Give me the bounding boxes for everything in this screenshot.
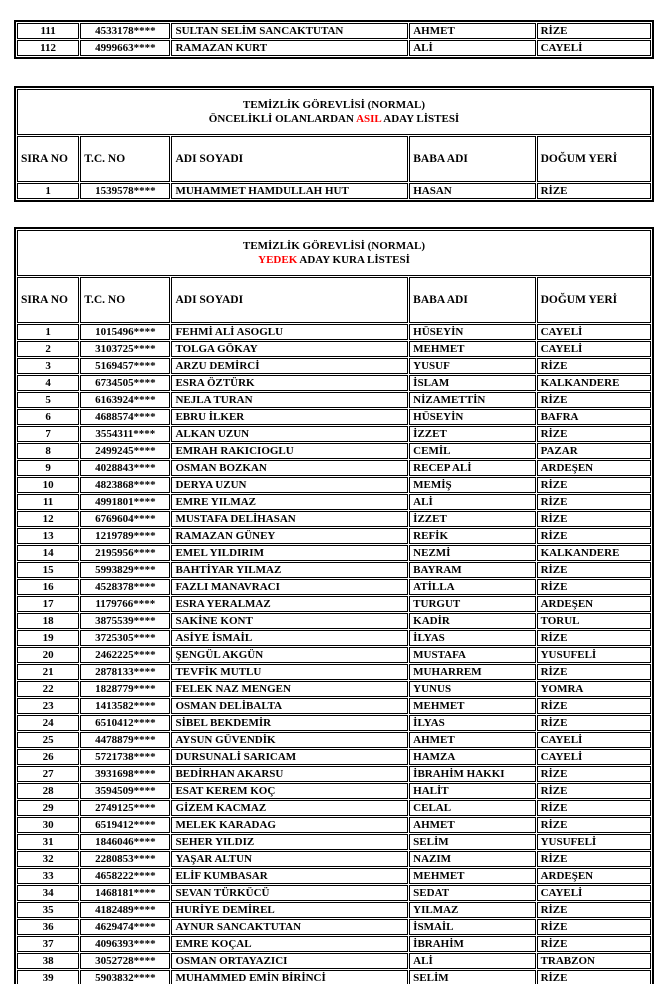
cell-tc-no: 1468181**** [80, 885, 170, 901]
cell-sira-no: 111 [17, 23, 79, 39]
cell-dogum-yeri: YOMRA [537, 681, 651, 697]
cell-dogum-yeri: YUSUFELİ [537, 647, 651, 663]
cell-sira-no: 33 [17, 868, 79, 884]
table-row [17, 579, 651, 595]
cell-adi-soyadi: DURSUNALİ SARICAM [171, 749, 408, 765]
cell-sira-no: 8 [17, 443, 79, 459]
cell-adi-soyadi: MUHAMMED EMİN BİRİNCİ [171, 970, 408, 984]
cell-sira-no: 1 [17, 324, 79, 340]
cell-adi-soyadi: ALKAN UZUN [171, 426, 408, 442]
cell-adi-soyadi: OSMAN DELİBALTA [171, 698, 408, 714]
cell-dogum-yeri: KALKANDERE [537, 375, 651, 391]
cell-baba-adi: HAMZA [409, 749, 535, 765]
cell-baba-adi: HÜSEYİN [409, 409, 535, 425]
cell-tc-no: 2749125**** [80, 800, 170, 816]
cell-baba-adi: MUHARREM [409, 664, 535, 680]
cell-adi-soyadi: EMRE KOÇAL [171, 936, 408, 952]
asil-title-suffix: ADAY LİSTESİ [381, 113, 460, 125]
cell-adi-soyadi: BEDİRHAN AKARSU [171, 766, 408, 782]
cell-baba-adi: ALİ [409, 494, 535, 510]
cell-adi-soyadi: EMEL YILDIRIM [171, 545, 408, 561]
cell-sira-no: 35 [17, 902, 79, 918]
cell-sira-no: 26 [17, 749, 79, 765]
cell-adi-soyadi: ESAT KEREM KOÇ [171, 783, 408, 799]
cell-dogum-yeri: CAYELİ [537, 885, 651, 901]
cell-tc-no: 4478879**** [80, 732, 170, 748]
table-row [17, 970, 651, 984]
table-row [17, 783, 651, 799]
table-row [17, 528, 651, 544]
cell-sira-no: 11 [17, 494, 79, 510]
table-row [17, 562, 651, 578]
cell-dogum-yeri: RİZE [537, 579, 651, 595]
yedek-list-table [14, 227, 654, 984]
header-sira-no: SIRA NO [17, 136, 79, 182]
yedek-table-title [17, 230, 651, 276]
table-row [17, 40, 651, 56]
cell-baba-adi: İLYAS [409, 630, 535, 646]
header-dogum-yeri: DOĞUM YERİ [537, 136, 651, 182]
table-row [17, 766, 651, 782]
header-adi-soyadi: ADI SOYADI [171, 277, 408, 323]
cell-dogum-yeri: BAFRA [537, 409, 651, 425]
cell-dogum-yeri: RİZE [537, 817, 651, 833]
cell-tc-no: 2499245**** [80, 443, 170, 459]
cell-adi-soyadi: TOLGA GÖKAY [171, 341, 408, 357]
cell-baba-adi: HASAN [409, 183, 535, 199]
cell-sira-no: 30 [17, 817, 79, 833]
cell-dogum-yeri: RİZE [537, 426, 651, 442]
cell-tc-no: 4688574**** [80, 409, 170, 425]
cell-sira-no: 39 [17, 970, 79, 984]
cell-tc-no: 6163924**** [80, 392, 170, 408]
cell-dogum-yeri: TORUL [537, 613, 651, 629]
cell-baba-adi: NEZMİ [409, 545, 535, 561]
cell-baba-adi: ALİ [409, 40, 535, 56]
asil-title-prefix: ÖNCELİKLİ OLANLARDAN [208, 113, 357, 125]
table-row [17, 358, 651, 374]
cell-sira-no: 4 [17, 375, 79, 391]
cell-dogum-yeri: RİZE [537, 698, 651, 714]
cell-tc-no: 3594509**** [80, 783, 170, 799]
cell-adi-soyadi: HURİYE DEMİREL [171, 902, 408, 918]
table-row [17, 749, 651, 765]
cell-baba-adi: HALİT [409, 783, 535, 799]
table-row [17, 834, 651, 850]
cell-baba-adi: RECEP ALİ [409, 460, 535, 476]
cell-baba-adi: NAZIM [409, 851, 535, 867]
cell-adi-soyadi: ESRA ÖZTÜRK [171, 375, 408, 391]
header-dogum-yeri: DOĞUM YERİ [537, 277, 651, 323]
cell-tc-no: 1828779**** [80, 681, 170, 697]
cell-adi-soyadi: EMRE YILMAZ [171, 494, 408, 510]
cell-sira-no: 6 [17, 409, 79, 425]
cell-dogum-yeri: RİZE [537, 562, 651, 578]
cell-dogum-yeri: RİZE [537, 715, 651, 731]
table-row [17, 494, 651, 510]
cell-tc-no: 6510412**** [80, 715, 170, 731]
yedek-title-line2 [21, 253, 647, 267]
cell-baba-adi: İBRAHİM HAKKI [409, 766, 535, 782]
cell-tc-no: 4533178**** [80, 23, 170, 39]
cell-tc-no: 4629474**** [80, 919, 170, 935]
cell-sira-no: 14 [17, 545, 79, 561]
cell-tc-no: 1015496**** [80, 324, 170, 340]
table-row [17, 851, 651, 867]
cell-sira-no: 19 [17, 630, 79, 646]
cell-baba-adi: İZZET [409, 511, 535, 527]
cell-adi-soyadi: FEHMİ ALİ ASOGLU [171, 324, 408, 340]
cell-dogum-yeri: CAYELİ [537, 324, 651, 340]
cell-dogum-yeri: CAYELİ [537, 732, 651, 748]
cell-sira-no: 28 [17, 783, 79, 799]
cell-dogum-yeri: RİZE [537, 783, 651, 799]
cell-baba-adi: İSMAİL [409, 919, 535, 935]
cell-tc-no: 4028843**** [80, 460, 170, 476]
cell-sira-no: 13 [17, 528, 79, 544]
cell-adi-soyadi: NEJLA TURAN [171, 392, 408, 408]
cell-sira-no: 10 [17, 477, 79, 493]
table-row [17, 392, 651, 408]
cell-baba-adi: MEHMET [409, 868, 535, 884]
cell-tc-no: 3931698**** [80, 766, 170, 782]
cell-adi-soyadi: ARZU DEMİRCİ [171, 358, 408, 374]
cell-dogum-yeri: YUSUFELİ [537, 834, 651, 850]
cell-tc-no: 3875539**** [80, 613, 170, 629]
cell-tc-no: 1179766**** [80, 596, 170, 612]
cell-dogum-yeri: RİZE [537, 494, 651, 510]
cell-baba-adi: İZZET [409, 426, 535, 442]
table-row [17, 885, 651, 901]
cell-dogum-yeri: RİZE [537, 664, 651, 680]
cell-sira-no: 36 [17, 919, 79, 935]
cell-baba-adi: NİZAMETTİN [409, 392, 535, 408]
cell-tc-no: 3554311**** [80, 426, 170, 442]
cell-baba-adi: HÜSEYİN [409, 324, 535, 340]
cell-adi-soyadi: RAMAZAN GÜNEY [171, 528, 408, 544]
cell-adi-soyadi: ASİYE İSMAİL [171, 630, 408, 646]
cell-dogum-yeri: RİZE [537, 766, 651, 782]
yedek-title-red-word: YEDEK [258, 254, 298, 266]
cell-tc-no: 5721738**** [80, 749, 170, 765]
cell-sira-no: 2 [17, 341, 79, 357]
cell-baba-adi: BAYRAM [409, 562, 535, 578]
table-row [17, 511, 651, 527]
cell-dogum-yeri: ARDEŞEN [537, 596, 651, 612]
cell-baba-adi: İLYAS [409, 715, 535, 731]
cell-adi-soyadi: TEVFİK MUTLU [171, 664, 408, 680]
cell-baba-adi: SELİM [409, 970, 535, 984]
cell-adi-soyadi: EMRAH RAKICIOGLU [171, 443, 408, 459]
cell-dogum-yeri: RİZE [537, 851, 651, 867]
cell-sira-no: 29 [17, 800, 79, 816]
cell-adi-soyadi: SEVAN TÜRKÜCÜ [171, 885, 408, 901]
table-row [17, 443, 651, 459]
cell-baba-adi: MEMİŞ [409, 477, 535, 493]
cell-baba-adi: REFİK [409, 528, 535, 544]
cell-dogum-yeri: TRABZON [537, 953, 651, 969]
cell-sira-no: 23 [17, 698, 79, 714]
cell-adi-soyadi: YAŞAR ALTUN [171, 851, 408, 867]
cell-dogum-yeri: RİZE [537, 919, 651, 935]
cell-adi-soyadi: ESRA YERALMAZ [171, 596, 408, 612]
table-row [17, 902, 651, 918]
cell-tc-no: 3725305**** [80, 630, 170, 646]
asil-title-red-word: ASIL [356, 113, 382, 125]
cell-adi-soyadi: DERYA UZUN [171, 477, 408, 493]
cell-adi-soyadi: SAKİNE KONT [171, 613, 408, 629]
table-row [17, 613, 651, 629]
table-row [17, 715, 651, 731]
header-baba-adi: BABA ADI [409, 136, 535, 182]
cell-tc-no: 4182489**** [80, 902, 170, 918]
table-row [17, 664, 651, 680]
cell-tc-no: 2280853**** [80, 851, 170, 867]
table-row [17, 630, 651, 646]
cell-baba-adi: İSLAM [409, 375, 535, 391]
cell-sira-no: 17 [17, 596, 79, 612]
table-row [17, 477, 651, 493]
cell-adi-soyadi: FAZLI MANAVRACI [171, 579, 408, 595]
cell-sira-no: 22 [17, 681, 79, 697]
cell-tc-no: 2878133**** [80, 664, 170, 680]
table-row [17, 409, 651, 425]
cell-adi-soyadi: AYSUN GÜVENDİK [171, 732, 408, 748]
table-row [17, 545, 651, 561]
cell-dogum-yeri: RİZE [537, 23, 651, 39]
cell-sira-no: 7 [17, 426, 79, 442]
cell-baba-adi: YUSUF [409, 358, 535, 374]
yedek-table-clip-region [14, 227, 670, 984]
table-row [17, 460, 651, 476]
cell-adi-soyadi: OSMAN BOZKAN [171, 460, 408, 476]
cell-adi-soyadi: RAMAZAN KURT [171, 40, 408, 56]
cell-baba-adi: İBRAHİM [409, 936, 535, 952]
cell-sira-no: 15 [17, 562, 79, 578]
cell-adi-soyadi: MUSTAFA DELİHASAN [171, 511, 408, 527]
cell-dogum-yeri: RİZE [537, 800, 651, 816]
cell-tc-no: 4999663**** [80, 40, 170, 56]
cell-baba-adi: SEDAT [409, 885, 535, 901]
cell-adi-soyadi: ŞENGÜL AKGÜN [171, 647, 408, 663]
cell-adi-soyadi: OSMAN ORTAYAZICI [171, 953, 408, 969]
cell-baba-adi: TURGUT [409, 596, 535, 612]
table-row [17, 953, 651, 969]
cell-sira-no: 3 [17, 358, 79, 374]
cell-dogum-yeri: RİZE [537, 392, 651, 408]
cell-dogum-yeri: RİZE [537, 902, 651, 918]
cell-adi-soyadi: BAHTİYAR YILMAZ [171, 562, 408, 578]
header-sira-no: SIRA NO [17, 277, 79, 323]
cell-sira-no: 25 [17, 732, 79, 748]
asil-list-table [14, 86, 654, 202]
cell-baba-adi: KADİR [409, 613, 535, 629]
header-baba-adi: BABA ADI [409, 277, 535, 323]
cell-dogum-yeri: RİZE [537, 970, 651, 984]
cell-sira-no: 38 [17, 953, 79, 969]
cell-tc-no: 3103725**** [80, 341, 170, 357]
cell-baba-adi: CELAL [409, 800, 535, 816]
cell-dogum-yeri: CAYELİ [537, 341, 651, 357]
cell-tc-no: 3052728**** [80, 953, 170, 969]
cell-sira-no: 31 [17, 834, 79, 850]
cell-tc-no: 1846046**** [80, 834, 170, 850]
cell-sira-no: 1 [17, 183, 79, 199]
cell-baba-adi: ATİLLA [409, 579, 535, 595]
cell-tc-no: 6519412**** [80, 817, 170, 833]
table-row [17, 817, 651, 833]
header-tc-no: T.C. NO [80, 136, 170, 182]
table-row [17, 23, 651, 39]
cell-tc-no: 4096393**** [80, 936, 170, 952]
cell-dogum-yeri: CAYELİ [537, 40, 651, 56]
cell-sira-no: 21 [17, 664, 79, 680]
cell-dogum-yeri: RİZE [537, 528, 651, 544]
cell-sira-no: 37 [17, 936, 79, 952]
yedek-title-line1: TEMİZLİK GÖREVLİSİ (NORMAL) [242, 240, 426, 252]
table-row [17, 868, 651, 884]
cell-tc-no: 4528378**** [80, 579, 170, 595]
cell-dogum-yeri: ARDEŞEN [537, 460, 651, 476]
cell-dogum-yeri: PAZAR [537, 443, 651, 459]
header-tc-no: T.C. NO [80, 277, 170, 323]
cell-adi-soyadi: SİBEL BEKDEMİR [171, 715, 408, 731]
cell-baba-adi: AHMET [409, 817, 535, 833]
table-row [17, 324, 651, 340]
cell-dogum-yeri: RİZE [537, 477, 651, 493]
cell-adi-soyadi: FELEK NAZ MENGEN [171, 681, 408, 697]
cell-tc-no: 2195956**** [80, 545, 170, 561]
table-row [17, 698, 651, 714]
table-row [17, 647, 651, 663]
cell-baba-adi: MEHMET [409, 341, 535, 357]
cell-tc-no: 4823868**** [80, 477, 170, 493]
cell-baba-adi: YUNUS [409, 681, 535, 697]
cell-dogum-yeri: RİZE [537, 183, 651, 199]
cell-adi-soyadi: SULTAN SELİM SANCAKTUTAN [171, 23, 408, 39]
cell-tc-no: 4658222**** [80, 868, 170, 884]
cell-sira-no: 12 [17, 511, 79, 527]
table-row [17, 732, 651, 748]
asil-title-line1: TEMİZLİK GÖREVLİSİ (NORMAL) [242, 99, 426, 111]
header-adi-soyadi: ADI SOYADI [171, 136, 408, 182]
cell-tc-no: 6769604**** [80, 511, 170, 527]
table-row [17, 800, 651, 816]
cell-tc-no: 6734505**** [80, 375, 170, 391]
table-row [17, 375, 651, 391]
previous-list-continuation-table [14, 20, 654, 59]
asil-title-line2 [21, 112, 647, 126]
cell-baba-adi: SELİM [409, 834, 535, 850]
cell-adi-soyadi: AYNUR SANCAKTUTAN [171, 919, 408, 935]
cell-sira-no: 18 [17, 613, 79, 629]
yedek-title-suffix: ADAY KURA LİSTESİ [297, 254, 410, 266]
cell-sira-no: 112 [17, 40, 79, 56]
table-row [17, 426, 651, 442]
cell-dogum-yeri: CAYELİ [537, 749, 651, 765]
table-title-row [17, 89, 651, 135]
cell-dogum-yeri: RİZE [537, 358, 651, 374]
cell-tc-no: 4991801**** [80, 494, 170, 510]
table-row [17, 596, 651, 612]
cell-tc-no: 1413582**** [80, 698, 170, 714]
cell-baba-adi: CEMİL [409, 443, 535, 459]
asil-table-title [17, 89, 651, 135]
cell-sira-no: 20 [17, 647, 79, 663]
cell-adi-soyadi: GİZEM KACMAZ [171, 800, 408, 816]
table-title-row [17, 230, 651, 276]
cell-dogum-yeri: RİZE [537, 936, 651, 952]
cell-adi-soyadi: SEHER YILDIZ [171, 834, 408, 850]
cell-baba-adi: MEHMET [409, 698, 535, 714]
cell-tc-no: 1219789**** [80, 528, 170, 544]
table-header-row [17, 136, 651, 182]
cell-sira-no: 27 [17, 766, 79, 782]
cell-tc-no: 5993829**** [80, 562, 170, 578]
cell-tc-no: 5169457**** [80, 358, 170, 374]
cell-tc-no: 2462225**** [80, 647, 170, 663]
table-header-row [17, 277, 651, 323]
cell-adi-soyadi: MUHAMMET HAMDULLAH HUT [171, 183, 408, 199]
cell-adi-soyadi: MELEK KARADAG [171, 817, 408, 833]
table-row [17, 341, 651, 357]
table-row [17, 183, 651, 199]
cell-sira-no: 16 [17, 579, 79, 595]
cell-baba-adi: AHMET [409, 23, 535, 39]
cell-adi-soyadi: EBRU İLKER [171, 409, 408, 425]
cell-adi-soyadi: ELİF KUMBASAR [171, 868, 408, 884]
cell-sira-no: 32 [17, 851, 79, 867]
cell-baba-adi: AHMET [409, 732, 535, 748]
cell-dogum-yeri: ARDEŞEN [537, 868, 651, 884]
table-row [17, 936, 651, 952]
cell-dogum-yeri: KALKANDERE [537, 545, 651, 561]
table-row [17, 681, 651, 697]
cell-dogum-yeri: RİZE [537, 630, 651, 646]
cell-tc-no: 1539578**** [80, 183, 170, 199]
cell-dogum-yeri: RİZE [537, 511, 651, 527]
cell-baba-adi: MUSTAFA [409, 647, 535, 663]
cell-baba-adi: YILMAZ [409, 902, 535, 918]
cell-baba-adi: ALİ [409, 953, 535, 969]
cell-tc-no: 5903832**** [80, 970, 170, 984]
table-row [17, 919, 651, 935]
cell-sira-no: 9 [17, 460, 79, 476]
cell-sira-no: 24 [17, 715, 79, 731]
cell-sira-no: 5 [17, 392, 79, 408]
cell-sira-no: 34 [17, 885, 79, 901]
